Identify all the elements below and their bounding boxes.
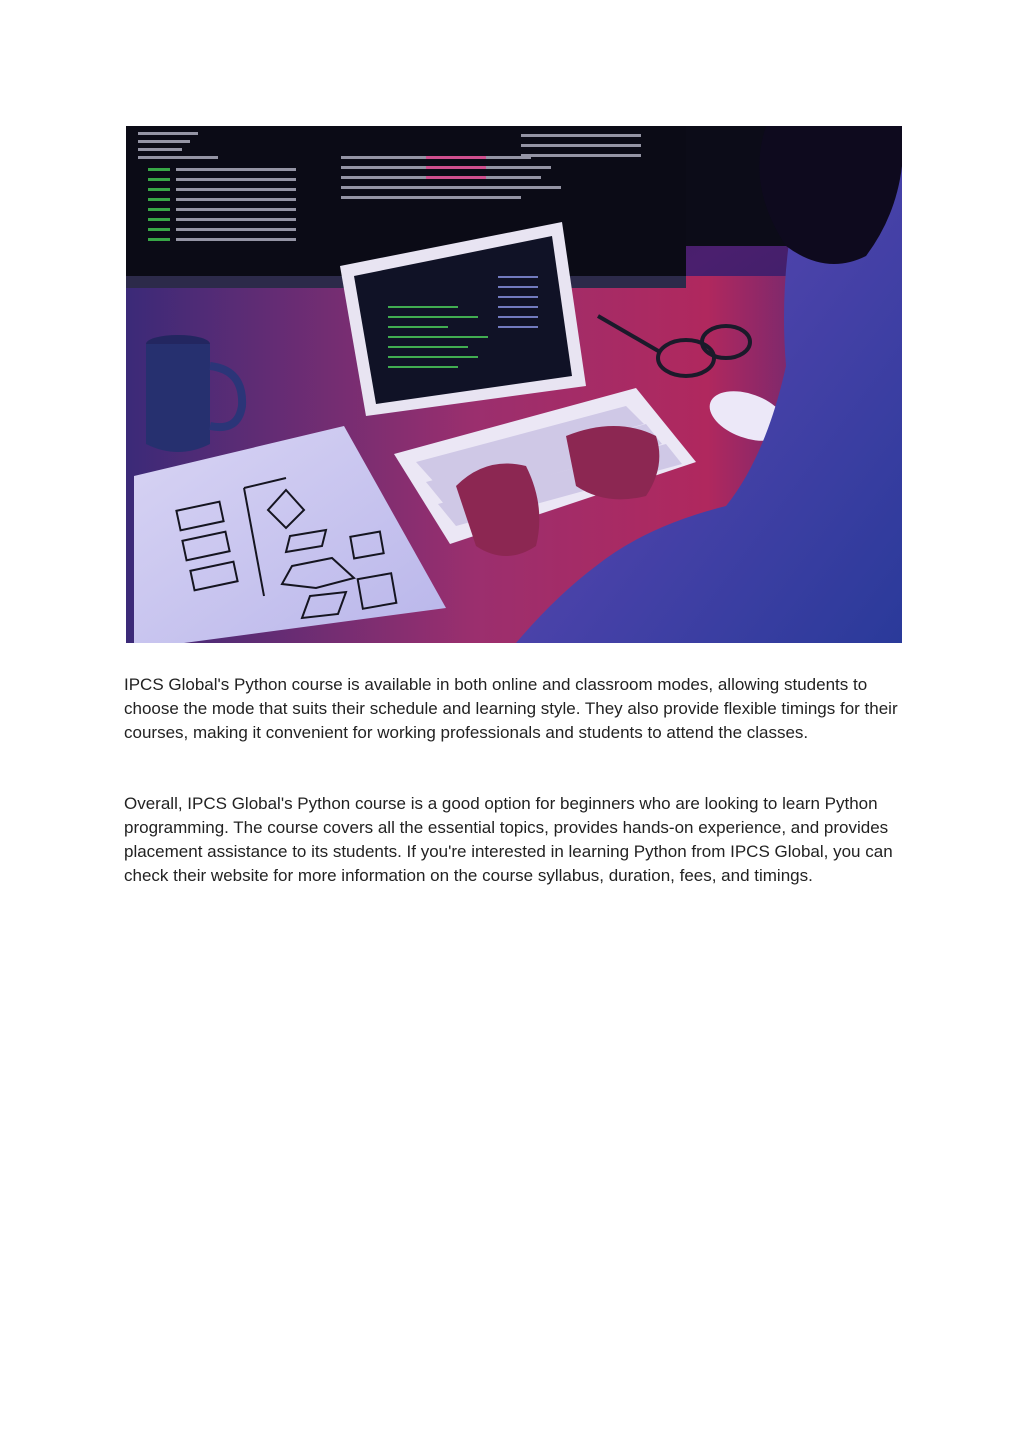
paragraph-course-modes: IPCS Global's Python course is available in both online and classroom modes, allowing students to choose the mode that suits their schedule and learning style. They also provide flexible timings for their courses, making it convenient for working professionals and students to attend the classes. — [124, 675, 898, 742]
paragraph-course-overview: Overall, IPCS Global's Python course is a good option for beginners who are looking to learn Python programming. The course covers all the essential topics, provides hands-on experience, and provides placement assistance to its students. If you're interested in learning Python from IPCS Global, you can check their website for more information on the course syllabus, duration, fees, and timings. — [124, 794, 893, 885]
programmer-desk-photo — [126, 126, 902, 643]
programmer-desk-illustration — [126, 126, 902, 643]
